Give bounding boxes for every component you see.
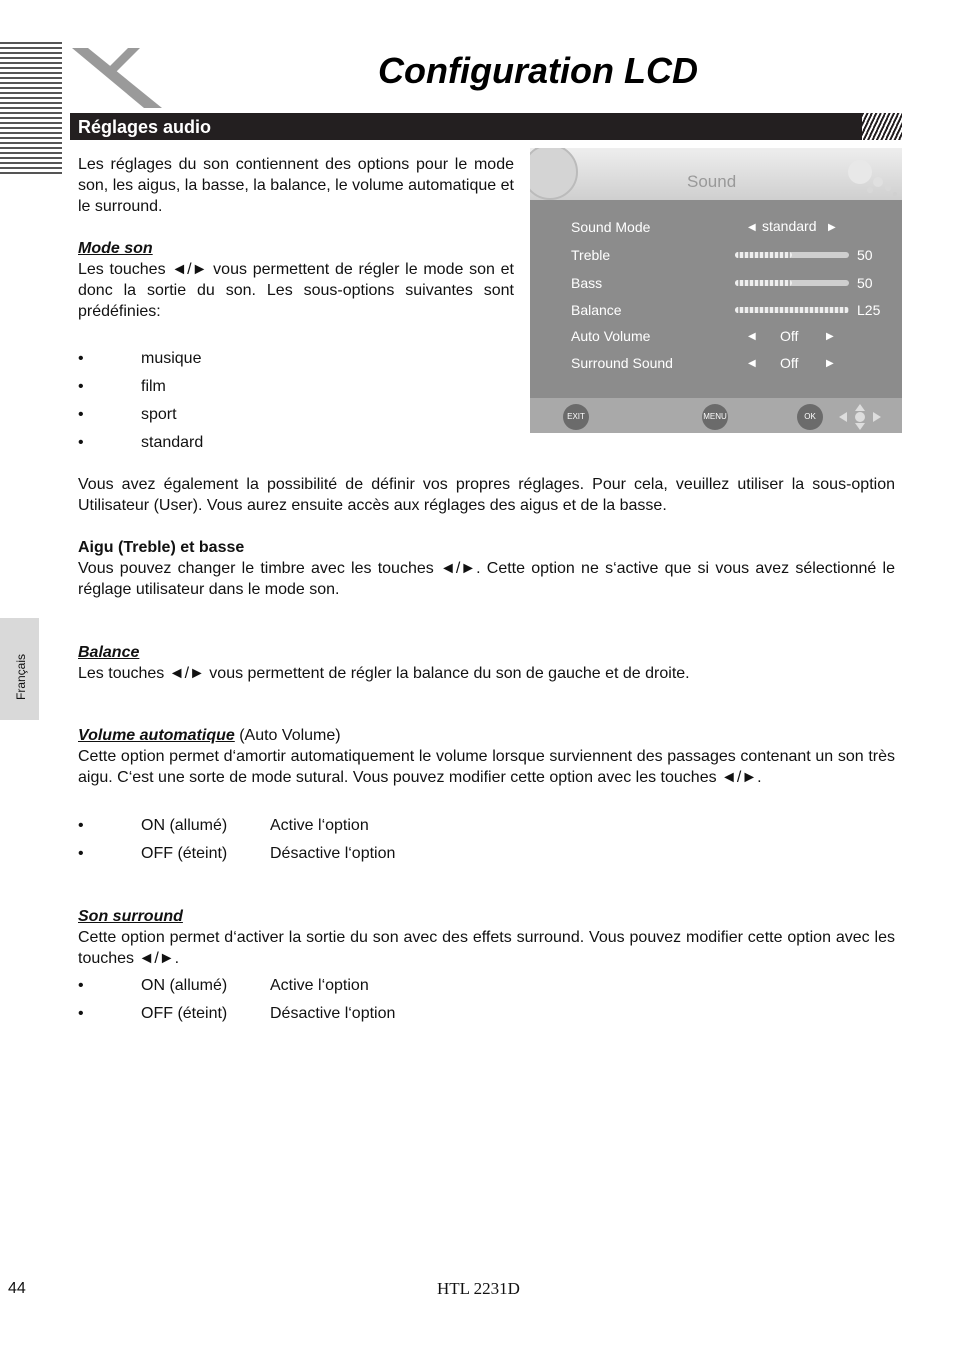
mode-son-text: Les touches ◄/► vous permettent de régler le mode son et donc la sortie du son. Les sous-options suivantes sont prédéfinies: [78, 261, 514, 320]
balance-heading: Balance [78, 644, 140, 661]
left-arrow-icon: ◀ [748, 331, 756, 342]
sound-menu-screenshot [530, 148, 902, 433]
osd-row-value: Off [780, 355, 799, 371]
bass-slider [735, 280, 849, 286]
header-stripes [0, 42, 62, 174]
osd-row-label: Balance [571, 302, 622, 318]
bullet-icon: • [78, 817, 84, 834]
balance-text: Les touches ◄/► vous permettent de régler la balance du son de gauche et de droite. [78, 665, 690, 682]
osd-row-value: 50 [857, 247, 873, 263]
osd-row-value: standard [762, 218, 817, 234]
mode-son-heading: Mode son [78, 240, 153, 257]
osd-title: Sound [687, 172, 737, 191]
auto-volume-heading: Volume automatique (Auto Volume) [78, 727, 341, 744]
osd-row-label: Bass [571, 275, 603, 291]
osd-row-label: Sound Mode [571, 219, 651, 235]
bullet-icon: • [78, 434, 84, 451]
osd-row-label: Auto Volume [571, 328, 651, 344]
left-arrow-icon: ◀ [748, 222, 756, 233]
intro-paragraph: Les réglages du son contiennent des options pour le mode son, les aigus, la basse, la balance, le volume automatique et le surround. [78, 156, 514, 215]
ok-button: OK [797, 404, 823, 430]
page-title: Configuration LCD [378, 50, 698, 91]
exit-button: EXIT [563, 404, 589, 430]
auto-volume-text: Cette option permet d‘amortir automatiquement le volume lorsque surviennent des passages contenant un son très aigu. C‘est une sorte de mode sutural. Vous pouvez modifier cette option avec les touches ◄/►. [78, 748, 895, 786]
osd-row-value: 50 [857, 275, 873, 291]
surround-heading: Son surround [78, 908, 183, 925]
bullet-icon: • [78, 977, 84, 994]
treble-slider [735, 252, 849, 258]
treble-heading: Aigu (Treble) et basse [78, 539, 245, 556]
osd-row-value: Off [780, 328, 799, 344]
menu-button: MENU [702, 404, 728, 430]
bullet-icon: • [78, 350, 84, 367]
right-arrow-icon: ▶ [828, 222, 836, 233]
custom-settings-paragraph: Vous avez également la possibilité de définir vos propres réglages. Pour cela, veuillez utiliser la sous-option Utilisateur (User). Vous aurez ensuite accès aux réglages des aigus et de la basse. [78, 476, 895, 514]
osd-row-value: L25 [857, 302, 881, 318]
model-name: HTL 2231D [437, 1279, 520, 1298]
brand-x-logo [66, 44, 166, 110]
bullet-icon: • [78, 378, 84, 395]
osd-row-label: Treble [571, 247, 611, 263]
section-title: Réglages audio [78, 117, 212, 137]
language-tab [0, 618, 39, 720]
surround-text: Cette option permet d‘activer la sortie du son avec des effets surround. Vous pouvez modifier cette option avec les touches ◄/►. [78, 929, 895, 967]
osd-row-label: Surround Sound [571, 355, 673, 371]
bullet-icon: • [78, 845, 84, 862]
right-arrow-icon: ▶ [826, 358, 834, 369]
treble-text: Vous pouvez changer le timbre avec les touches ◄/►. Cette option ne s‘active que si vous avez sélectionné le réglage utilisateur dans le mode son. [78, 560, 895, 598]
bubbles-icon [840, 156, 900, 200]
balance-slider [735, 307, 849, 313]
bullet-icon: • [78, 1005, 84, 1022]
section-bar-hatch [862, 113, 902, 140]
navigation-arrows-icon [836, 402, 884, 432]
page-number: 44 [8, 1280, 26, 1297]
left-arrow-icon: ◀ [748, 358, 756, 369]
right-arrow-icon: ▶ [826, 331, 834, 342]
language-label: Français [14, 653, 28, 700]
bullet-icon: • [78, 406, 84, 423]
